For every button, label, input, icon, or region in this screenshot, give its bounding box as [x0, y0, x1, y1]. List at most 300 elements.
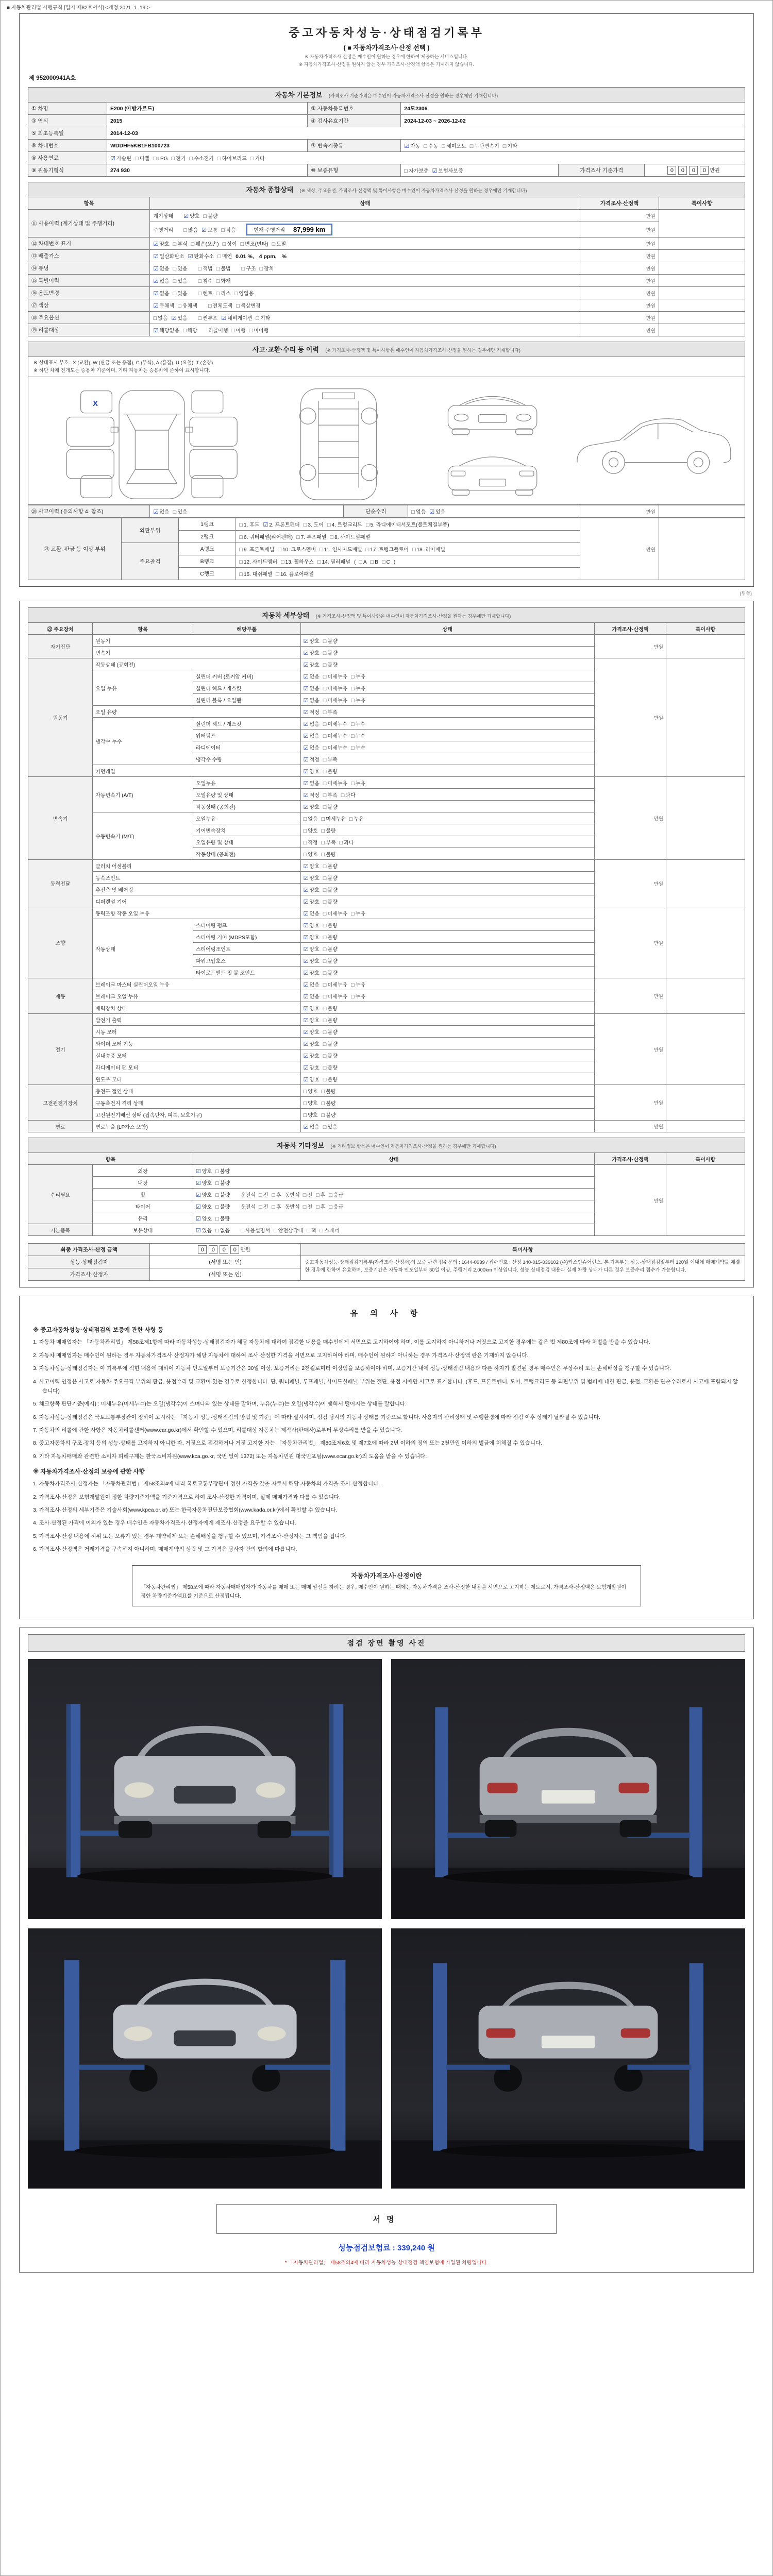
- checkbox[interactable]: [470, 142, 499, 149]
- checkbox[interactable]: [304, 1016, 320, 1024]
- checkbox[interactable]: [442, 142, 466, 149]
- checkbox[interactable]: [322, 815, 346, 822]
- checkbox[interactable]: [196, 1226, 212, 1234]
- checkbox[interactable]: [241, 1226, 270, 1234]
- checkbox[interactable]: [196, 1214, 212, 1222]
- checkbox[interactable]: [330, 533, 371, 540]
- checkbox[interactable]: [304, 1075, 320, 1083]
- table-cell: [150, 312, 580, 324]
- checkbox[interactable]: [153, 156, 168, 162]
- etc-info-table: [28, 1153, 745, 1236]
- checkbox[interactable]: [201, 226, 217, 233]
- table-row: [28, 978, 745, 990]
- checkbox[interactable]: [323, 1040, 338, 1047]
- table-cell: [300, 682, 594, 694]
- unchecked-checkbox-icon: □: [234, 291, 238, 297]
- checkbox[interactable]: [203, 212, 217, 219]
- checkbox[interactable]: [239, 533, 293, 540]
- checkbox-label: 있음: [177, 510, 188, 516]
- checkbox[interactable]: [304, 862, 320, 870]
- table-cell: [659, 287, 745, 299]
- table-cell: 만원: [594, 1165, 666, 1236]
- checkbox[interactable]: [351, 696, 365, 704]
- table-cell: 중고자동차성능·상태점검기록부(가격조사·산정서)의 보증 관련 접수문의 : 1644-0939 / 접수번호 : 산정 140-015-039102 (주)카스인슈어런스. 본 기록부는 성능·상태점검일부터 120일 이내에 매매계약을 체결한 경우에 한하여 유효하며, 보증기간은 자동차 인도일부터 30일 이상, 주행거리 2,000km 이상입니다. 성능·상태점검 내용과 실제 차량 상태가 다른 경우 보증수리 접수가 가능합니다.: [300, 1256, 745, 1281]
- checkbox[interactable]: [340, 838, 354, 846]
- checkbox[interactable]: [323, 862, 338, 870]
- checkbox[interactable]: [329, 1191, 343, 1198]
- checkbox-label: 전: [307, 1192, 313, 1198]
- checkbox[interactable]: [304, 1123, 320, 1130]
- checkbox[interactable]: [351, 720, 365, 727]
- checkbox[interactable]: [183, 326, 197, 334]
- table-cell: [666, 978, 745, 1014]
- checkbox[interactable]: [304, 1040, 320, 1047]
- checkbox[interactable]: [322, 1099, 336, 1107]
- checkbox[interactable]: [296, 533, 326, 540]
- checkbox[interactable]: [323, 779, 347, 787]
- checkbox[interactable]: [412, 545, 445, 553]
- table-cell: 내장: [93, 1177, 193, 1189]
- checkbox[interactable]: [272, 1191, 281, 1198]
- checkbox[interactable]: [153, 240, 169, 247]
- checkbox[interactable]: [272, 1202, 281, 1210]
- checkbox[interactable]: [239, 570, 272, 578]
- checkbox[interactable]: [323, 945, 338, 953]
- unchecked-checkbox-icon: □: [272, 1192, 276, 1198]
- checkbox[interactable]: [323, 803, 338, 810]
- table-cell: [645, 164, 745, 177]
- checkbox[interactable]: [382, 559, 390, 565]
- checkbox[interactable]: [153, 252, 184, 260]
- checkbox[interactable]: [323, 720, 347, 727]
- checkbox[interactable]: [178, 301, 197, 309]
- checkbox[interactable]: [304, 933, 320, 941]
- checkbox[interactable]: [323, 708, 338, 716]
- checkbox[interactable]: [432, 166, 463, 174]
- checkbox[interactable]: [263, 520, 299, 528]
- checkbox[interactable]: [173, 264, 188, 272]
- checkbox[interactable]: [304, 732, 320, 739]
- table-cell: [300, 1109, 594, 1121]
- checkbox[interactable]: [323, 957, 338, 964]
- checkbox[interactable]: [304, 803, 320, 810]
- checkbox[interactable]: [239, 545, 274, 553]
- checkbox[interactable]: [323, 921, 338, 929]
- checkbox[interactable]: [304, 767, 320, 775]
- table-cell: [300, 943, 594, 955]
- checkbox[interactable]: [239, 520, 259, 528]
- checkbox[interactable]: [366, 545, 409, 553]
- checkbox[interactable]: [307, 1226, 316, 1234]
- cell-text: ): [393, 560, 396, 566]
- checkbox[interactable]: [221, 314, 252, 321]
- checkbox[interactable]: [259, 1191, 268, 1198]
- checkbox[interactable]: [304, 874, 320, 882]
- table-cell: [107, 115, 308, 127]
- checkbox[interactable]: [153, 507, 169, 515]
- checkbox-label: 양호: [309, 923, 320, 929]
- unchecked-checkbox-icon: □: [278, 547, 282, 553]
- detailed-condition-table: [28, 622, 745, 1132]
- table-row: [28, 275, 745, 287]
- checkbox[interactable]: [323, 1028, 338, 1036]
- checkbox[interactable]: [304, 838, 318, 846]
- checkbox[interactable]: [215, 1202, 230, 1210]
- checkbox[interactable]: [191, 240, 219, 247]
- checkbox[interactable]: [304, 886, 320, 893]
- cell-text: 운전석: [241, 1204, 256, 1210]
- checkbox[interactable]: [304, 755, 320, 763]
- checkbox[interactable]: [172, 154, 186, 162]
- checkbox[interactable]: [317, 557, 350, 565]
- checkbox[interactable]: [208, 301, 232, 309]
- checkbox[interactable]: [173, 289, 188, 297]
- checkbox[interactable]: [216, 277, 231, 284]
- price-digit-box: 0: [198, 1245, 207, 1254]
- checkbox[interactable]: [323, 791, 338, 799]
- checkbox[interactable]: [351, 684, 365, 692]
- unchecked-checkbox-icon: □: [272, 1204, 276, 1210]
- checkbox[interactable]: [323, 743, 347, 751]
- checkbox[interactable]: [250, 154, 265, 162]
- checkbox[interactable]: [327, 520, 362, 528]
- checkbox[interactable]: [303, 1191, 312, 1198]
- table-cell: [659, 210, 745, 238]
- checkbox[interactable]: [323, 732, 347, 739]
- table-cell: 만원: [580, 222, 659, 238]
- checkbox-label: 불량: [327, 1077, 338, 1083]
- document-title: 중고자동차성능·상태점검기록부: [289, 26, 484, 39]
- notice-item: 6. 가격조사·산정액은 거래가격을 구속하지 아니하며, 매매계약의 성립 및 그 가격은 당사자 간의 합의에 따릅니다.: [33, 1546, 297, 1552]
- car-diagram-svg: [31, 380, 742, 501]
- checkbox[interactable]: [215, 1167, 230, 1175]
- checkbox[interactable]: [304, 684, 320, 692]
- checkbox[interactable]: [323, 1123, 338, 1130]
- checkbox[interactable]: [260, 264, 274, 272]
- page-1: [19, 13, 754, 587]
- appraisal-definition-box: [132, 1565, 641, 1606]
- table-cell: 타이로드엔드 및 볼 조인트: [193, 967, 300, 978]
- checkbox-label: 양호: [309, 804, 320, 810]
- checkbox[interactable]: [322, 1111, 336, 1118]
- checkbox[interactable]: [316, 1202, 325, 1210]
- checkbox[interactable]: [153, 289, 169, 297]
- checkbox[interactable]: [304, 909, 320, 917]
- unchecked-checkbox-icon: □: [215, 1180, 219, 1187]
- section-title: 자동차 세부상태: [262, 612, 310, 620]
- checkbox[interactable]: [304, 992, 320, 1000]
- checkbox[interactable]: [304, 649, 320, 656]
- checked-checkbox-icon: ☑: [110, 156, 115, 162]
- checkbox[interactable]: [322, 1087, 336, 1095]
- checkbox-label: 없음: [158, 316, 168, 321]
- unchecked-checkbox-icon: □: [404, 168, 408, 174]
- checkbox[interactable]: [198, 264, 213, 272]
- checkbox[interactable]: [323, 684, 347, 692]
- table-cell: 만원: [594, 1014, 666, 1085]
- table-cell: 상태: [150, 197, 580, 210]
- checkbox[interactable]: [215, 1226, 230, 1234]
- checkbox-label: 누수: [355, 733, 366, 739]
- checkbox[interactable]: [274, 1226, 303, 1234]
- checkbox-label: 16. 플로어패널: [280, 572, 314, 578]
- checkbox[interactable]: [196, 1202, 212, 1210]
- checkbox[interactable]: [323, 933, 338, 941]
- table-cell: [300, 765, 594, 777]
- checkbox[interactable]: [304, 779, 320, 787]
- checkbox[interactable]: [217, 154, 247, 162]
- checkbox[interactable]: [411, 507, 426, 515]
- checkbox[interactable]: [322, 850, 336, 858]
- checkbox[interactable]: [503, 142, 517, 149]
- checkbox[interactable]: [196, 1167, 212, 1175]
- unchecked-checkbox-icon: □: [359, 559, 362, 566]
- checked-checkbox-icon: ☑: [303, 1029, 309, 1036]
- checkbox[interactable]: [304, 980, 320, 988]
- checkbox[interactable]: [216, 289, 231, 297]
- checkbox[interactable]: [241, 240, 268, 247]
- checkbox[interactable]: [223, 240, 237, 247]
- checkbox[interactable]: [304, 850, 318, 858]
- checked-checkbox-icon: ☑: [195, 1168, 201, 1175]
- checkbox-label: 양호: [309, 638, 320, 645]
- table-cell: [300, 907, 594, 919]
- checkbox[interactable]: [424, 142, 439, 149]
- unchecked-checkbox-icon: □: [323, 1124, 327, 1130]
- checkbox[interactable]: [256, 314, 270, 321]
- checkbox[interactable]: [173, 240, 188, 247]
- checkbox-label: 색상변경: [240, 303, 261, 309]
- checkbox[interactable]: [304, 969, 320, 976]
- table-cell: 변속기: [28, 777, 93, 860]
- checkbox[interactable]: [173, 277, 188, 284]
- table-cell: 제동: [28, 978, 93, 1014]
- checkbox[interactable]: [304, 743, 320, 751]
- checkbox[interactable]: [322, 826, 336, 834]
- checkbox[interactable]: [429, 507, 445, 515]
- checkbox[interactable]: [304, 1099, 318, 1107]
- checkbox[interactable]: [304, 708, 320, 716]
- checkbox[interactable]: [323, 637, 338, 645]
- checkbox[interactable]: [323, 1063, 338, 1071]
- table-cell: [150, 238, 580, 250]
- checkbox[interactable]: [323, 1004, 338, 1012]
- checkbox-label: 리스: [221, 291, 231, 297]
- checkbox[interactable]: [153, 314, 167, 321]
- checkbox[interactable]: [304, 945, 320, 953]
- checkbox[interactable]: [322, 838, 336, 846]
- checkbox[interactable]: [351, 980, 365, 988]
- checkbox-label: 없음: [308, 816, 318, 822]
- checkbox[interactable]: [304, 826, 318, 834]
- cell-text: 계기상태: [153, 214, 174, 219]
- cell-text: 만원: [240, 1247, 250, 1253]
- checkbox[interactable]: [183, 212, 199, 219]
- unchecked-checkbox-icon: □: [198, 315, 202, 321]
- checkbox[interactable]: [259, 1202, 268, 1210]
- checkbox-label: 양호: [309, 887, 320, 893]
- checkbox[interactable]: [153, 264, 169, 272]
- checkbox[interactable]: [188, 252, 214, 260]
- checkbox[interactable]: [217, 252, 232, 260]
- checkbox[interactable]: [404, 166, 428, 174]
- checkbox[interactable]: [304, 696, 320, 704]
- checkbox-label: 있음: [177, 291, 188, 297]
- mileage-label: 현재 주행거리: [254, 228, 285, 233]
- table-cell: [300, 1073, 594, 1085]
- unchecked-checkbox-icon: □: [321, 1112, 325, 1118]
- checkbox[interactable]: [320, 545, 362, 553]
- checkbox[interactable]: [153, 301, 174, 309]
- checkbox-label: 수동: [428, 144, 439, 149]
- checkbox[interactable]: [196, 1179, 212, 1187]
- checkbox[interactable]: [153, 326, 179, 334]
- checkbox-label: 1. 후드: [244, 522, 260, 529]
- checkbox[interactable]: [351, 743, 365, 751]
- checkbox[interactable]: [198, 314, 218, 321]
- checkbox[interactable]: [323, 1075, 338, 1083]
- checkbox-label: 불량: [327, 875, 338, 882]
- checkbox[interactable]: [323, 649, 338, 656]
- checkbox[interactable]: [236, 301, 260, 309]
- checkbox[interactable]: [323, 874, 338, 882]
- unchecked-checkbox-icon: □: [502, 143, 507, 149]
- checkbox[interactable]: [351, 779, 365, 787]
- checked-checkbox-icon: ☑: [303, 673, 309, 680]
- checkbox[interactable]: [341, 791, 356, 799]
- checkbox-label: 장치: [264, 266, 274, 272]
- table-row: [28, 1085, 745, 1097]
- signature-box[interactable]: [216, 2204, 557, 2234]
- checkbox[interactable]: [351, 732, 365, 739]
- checkbox[interactable]: [323, 660, 338, 668]
- checkbox[interactable]: [371, 559, 378, 565]
- checkbox[interactable]: [359, 559, 366, 565]
- checkbox[interactable]: [323, 1052, 338, 1059]
- checkbox[interactable]: [320, 1226, 339, 1234]
- checkbox[interactable]: [215, 1179, 230, 1187]
- inspection-photo-rear-lift: [391, 1659, 745, 1919]
- checkbox[interactable]: [304, 1111, 318, 1118]
- checkbox[interactable]: [323, 1016, 338, 1024]
- checkbox[interactable]: [304, 1028, 320, 1036]
- table-cell: 보유상태: [93, 1224, 193, 1236]
- checkbox[interactable]: [215, 1191, 230, 1198]
- checkbox[interactable]: [190, 154, 214, 162]
- table-cell: [300, 1026, 594, 1038]
- table-cell: ㉑ 교환, 판금 등 이상 부위: [28, 518, 122, 580]
- table-cell: [300, 955, 594, 967]
- checkbox[interactable]: [323, 886, 338, 893]
- checkbox[interactable]: [135, 154, 149, 162]
- checkbox[interactable]: [171, 314, 187, 321]
- unchecked-checkbox-icon: □: [303, 827, 307, 834]
- checkbox[interactable]: [316, 1191, 325, 1198]
- checkbox[interactable]: [198, 289, 213, 297]
- checkbox[interactable]: [198, 277, 213, 284]
- notice-subheading-1: ※ 중고자동차성능·상태점검의 보증에 관한 사항 등: [33, 1327, 164, 1334]
- checkbox[interactable]: [242, 264, 256, 272]
- checkbox[interactable]: [153, 277, 169, 284]
- checkbox-label: 불량: [220, 1180, 230, 1187]
- checkbox[interactable]: [272, 240, 287, 247]
- checkbox[interactable]: [351, 909, 365, 917]
- checkbox[interactable]: [351, 672, 365, 680]
- checkbox[interactable]: [304, 1052, 320, 1059]
- checkbox[interactable]: [329, 1202, 343, 1210]
- table-cell: 고전원전기장치: [28, 1085, 93, 1121]
- table-cell: 연료: [28, 1121, 93, 1132]
- table-cell: [150, 299, 580, 312]
- checkbox[interactable]: [239, 557, 277, 565]
- checkbox[interactable]: [323, 969, 338, 976]
- checkbox[interactable]: [323, 696, 347, 704]
- checkbox[interactable]: [366, 520, 449, 528]
- checkbox[interactable]: [304, 520, 324, 528]
- checkbox[interactable]: [215, 1214, 230, 1222]
- checkbox[interactable]: [303, 1202, 312, 1210]
- checkbox[interactable]: [304, 1087, 318, 1095]
- checkbox[interactable]: [323, 767, 338, 775]
- photos-section-title: 점검 장면 촬영 사진: [28, 1634, 745, 1652]
- checkbox[interactable]: [404, 142, 420, 149]
- checkbox[interactable]: [349, 815, 364, 822]
- checkbox[interactable]: [323, 672, 347, 680]
- checkbox[interactable]: [323, 980, 347, 988]
- checkbox[interactable]: [231, 326, 246, 334]
- checkbox[interactable]: [304, 1004, 320, 1012]
- checkbox[interactable]: [304, 921, 320, 929]
- checkbox[interactable]: [323, 755, 338, 763]
- table-cell: [300, 1014, 594, 1026]
- checkbox[interactable]: [304, 672, 320, 680]
- table-cell: 오일 유량: [93, 706, 300, 718]
- checkbox[interactable]: [304, 1063, 320, 1071]
- checkbox[interactable]: [276, 570, 314, 578]
- checkbox-label: 응급: [333, 1192, 344, 1198]
- checkbox[interactable]: [216, 264, 231, 272]
- checkbox[interactable]: [323, 909, 347, 917]
- checkbox[interactable]: [323, 897, 338, 905]
- checkbox[interactable]: [278, 545, 316, 553]
- table-cell: 라디에이터 팬 모터: [93, 1061, 300, 1073]
- checkbox[interactable]: [173, 507, 188, 515]
- checkbox[interactable]: [249, 326, 269, 334]
- checkbox[interactable]: [323, 992, 347, 1000]
- checkbox[interactable]: [304, 637, 320, 645]
- table-cell: 실린더 블록 / 오일팬: [193, 694, 300, 706]
- checkbox[interactable]: [351, 992, 365, 1000]
- checkbox[interactable]: [304, 815, 318, 822]
- checkbox[interactable]: [221, 226, 236, 233]
- unchecked-checkbox-icon: □: [323, 887, 327, 893]
- unchecked-checkbox-icon: □: [221, 227, 225, 233]
- checkbox-label: 영업용: [239, 291, 254, 297]
- checkbox[interactable]: [304, 897, 320, 905]
- checkbox[interactable]: [304, 720, 320, 727]
- checkbox[interactable]: [281, 557, 314, 565]
- checked-checkbox-icon: ☑: [153, 266, 159, 272]
- checkbox[interactable]: [304, 791, 320, 799]
- checkbox[interactable]: [110, 154, 131, 162]
- checkbox[interactable]: [304, 957, 320, 964]
- checkbox[interactable]: [234, 289, 254, 297]
- checkbox[interactable]: [304, 660, 320, 668]
- checkbox[interactable]: [183, 226, 198, 233]
- unchecked-checkbox-icon: □: [182, 328, 187, 334]
- table-cell: 가격조사·산정액: [580, 197, 659, 210]
- checkbox[interactable]: [196, 1191, 212, 1198]
